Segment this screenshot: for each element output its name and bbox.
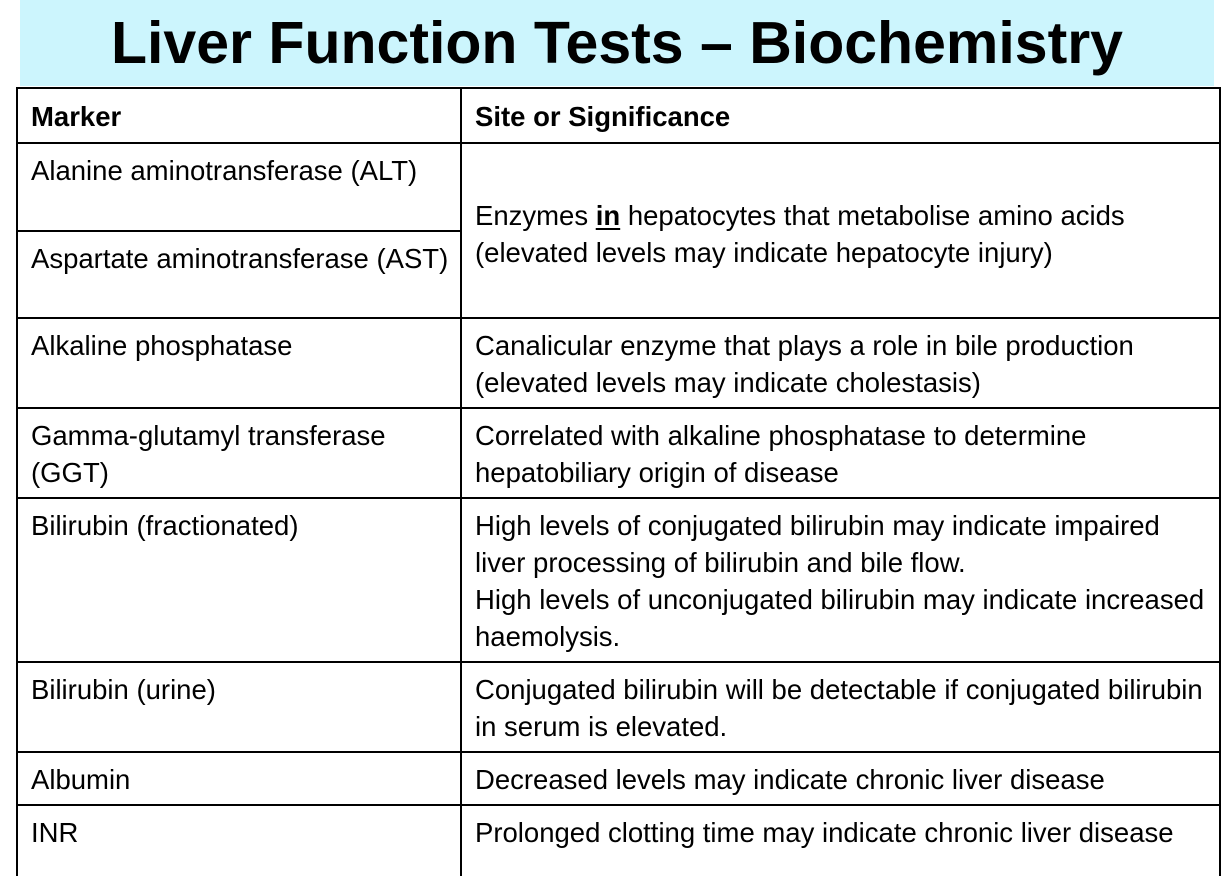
significance-prefix: Enzymes xyxy=(475,199,596,231)
significance-paragraph-1: High levels of conjugated bilirubin may indicate impaired liver processing of bilirubin and bile flow. xyxy=(475,510,1160,578)
significance-cell: Prolonged clotting time may indicate chronic liver disease xyxy=(461,805,1220,876)
significance-cell: Decreased levels may indicate chronic liver disease xyxy=(461,752,1220,805)
significance-paragraph-2: High levels of unconjugated bilirubin may indicate increased haemolysis. xyxy=(475,584,1205,652)
table-row xyxy=(17,752,1220,805)
marker-cell: Bilirubin (urine) xyxy=(17,662,461,752)
page-title: Liver Function Tests – Biochemistry xyxy=(111,10,1123,76)
marker-cell: Alanine aminotransferase (ALT) xyxy=(17,143,461,231)
marker-cell: INR xyxy=(17,805,461,876)
liver-function-table xyxy=(16,87,1221,876)
significance-emphasis: in xyxy=(595,199,621,231)
marker-cell: Alkaline phosphatase xyxy=(17,318,461,408)
table-row xyxy=(17,318,1220,408)
marker-cell: Bilirubin (fractionated) xyxy=(17,498,461,662)
table-header-row xyxy=(17,88,1220,143)
column-header-significance: Site or Significance xyxy=(461,88,1220,143)
significance-cell-merged xyxy=(461,143,1220,318)
significance-suffix: hepatocytes that metabolise amino acids (elevated levels may indicate hepatocyte injury) xyxy=(475,199,1125,268)
table-row xyxy=(17,662,1220,752)
marker-cell: Albumin xyxy=(17,752,461,805)
table-row xyxy=(17,805,1220,876)
marker-cell: Aspartate aminotransferase (AST) xyxy=(17,231,461,318)
column-header-marker: Marker xyxy=(17,88,461,143)
significance-cell xyxy=(461,498,1220,662)
table-row xyxy=(17,408,1220,498)
marker-cell: Gamma-glutamyl transferase (GGT) xyxy=(17,408,461,498)
table-row xyxy=(17,143,1220,231)
significance-cell: Correlated with alkaline phosphatase to determine hepatobiliary origin of disease xyxy=(461,408,1220,498)
significance-cell: Conjugated bilirubin will be detectable if conjugated bilirubin in serum is elevated. xyxy=(461,662,1220,752)
table-row xyxy=(17,498,1220,662)
significance-cell: Canalicular enzyme that plays a role in bile production (elevated levels may indicate cholestasis) xyxy=(461,318,1220,408)
